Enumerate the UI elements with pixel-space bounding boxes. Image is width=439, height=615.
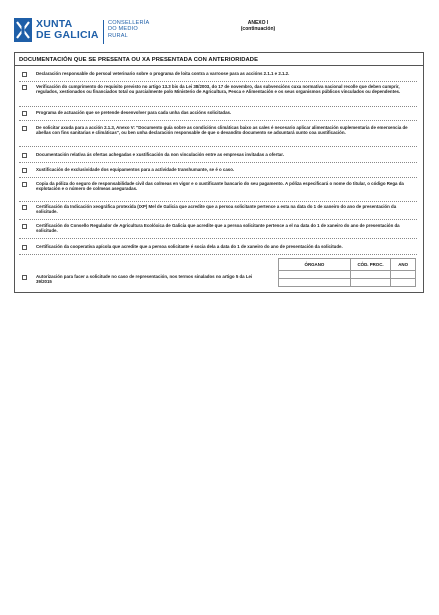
doc-item-text: Programa de actuación que se pretende desenvolver para cada unha das accións solicitadas. bbox=[36, 110, 232, 115]
col-organ: ÓRGANO bbox=[279, 259, 351, 271]
documentation-section bbox=[14, 52, 424, 293]
doc-checkbox-8[interactable] bbox=[22, 205, 27, 210]
row-divider bbox=[19, 201, 417, 202]
annex-title: ANEXO I bbox=[247, 20, 269, 26]
title-divider bbox=[15, 65, 423, 66]
doc-item-text: Declaración responsable do persoal veterinario sobre o programa de loita contra a varroose para as accións 2.1.1 e 2.1.2. bbox=[36, 71, 290, 76]
row-divider bbox=[19, 219, 417, 220]
doc-item-text: Certificación do Consello Regulador de Agricultura Ecolóxica de Galicia que acredite que a persoa solicitante pertence a el na data do 1 de xaneiro do ano de presentación da solicitude. bbox=[36, 223, 400, 234]
doc-checkbox-7[interactable] bbox=[22, 182, 27, 187]
row-divider bbox=[19, 81, 417, 82]
doc-item-text: Xustificación de exclusividade dos equipamentos para a actividade transhumante, se é o caso. bbox=[36, 167, 235, 172]
section-title: DOCUMENTACIÓN QUE SE PRESENTA OU XA PRESENTADA CON ANTERIORIDADE bbox=[19, 57, 259, 63]
dept-line-2: DO MEDIO bbox=[108, 26, 138, 33]
row-divider bbox=[19, 238, 417, 239]
doc-checkbox-3[interactable] bbox=[22, 111, 27, 116]
doc-checkbox-4[interactable] bbox=[22, 126, 27, 131]
doc-checkbox-1[interactable] bbox=[22, 72, 27, 77]
row-divider bbox=[19, 162, 417, 163]
doc-item-7 bbox=[19, 181, 417, 201]
doc-item-text: De solicitar axuda para a acción 2.1.3, Anexo V: "Documento guía sobre as condicións climáticas baixo as cales é necesario aplicar alimentación suplementaria de emerxencia de abellas con fins sanitarias e climáticas", ou ben unha declaración responsable de que o devandito documento se adxuntará xunto coa xustificación. bbox=[36, 125, 408, 136]
row-divider bbox=[19, 177, 417, 178]
year-cell[interactable] bbox=[391, 271, 416, 279]
xunta-logo bbox=[14, 18, 100, 46]
dept-line-3: RURAL bbox=[108, 32, 128, 39]
page-header bbox=[14, 18, 424, 48]
dept-line-1: CONSELLERÍA bbox=[108, 20, 150, 26]
doc-item-text: Autorización para facer a solicitude no caso de representación, nos termos sinalados no artigo 5 da Lei 39/2015 bbox=[36, 274, 253, 285]
year-cell[interactable] bbox=[391, 279, 416, 287]
doc-item-5 bbox=[19, 152, 417, 160]
logo-divider bbox=[103, 20, 104, 44]
doc-item-3 bbox=[19, 110, 417, 118]
doc-item-text: Certificación da cooperativa apícola que acredite que a persoa solicitante é socia dela a data do 1 de xaneiro do ano de presentación da solicitude. bbox=[36, 244, 343, 249]
doc-item-2 bbox=[19, 84, 417, 104]
annex-heading bbox=[228, 20, 288, 32]
row-divider bbox=[19, 106, 417, 107]
col-proc-code: CÓD. PROC. bbox=[350, 259, 390, 271]
logo-text bbox=[36, 19, 99, 41]
doc-item-text: Certificación da Indicación xeográfica protexida (IXP) Mel de Galicia que acredite que a persoa solicitante pertence a esta na data do 1 de xaneiro do ano de presentación da solicitude. bbox=[36, 204, 397, 215]
row-divider bbox=[19, 254, 417, 255]
logo-line-1: XUNTA bbox=[36, 18, 73, 30]
doc-item-10 bbox=[19, 244, 417, 252]
doc-checkbox-9[interactable] bbox=[22, 224, 27, 229]
doc-checkbox-11[interactable] bbox=[22, 275, 27, 280]
row-divider bbox=[19, 146, 417, 147]
doc-item-11 bbox=[19, 274, 269, 288]
col-year: ANO bbox=[391, 259, 416, 271]
organ-cell[interactable] bbox=[279, 271, 351, 279]
doc-item-1 bbox=[19, 71, 417, 79]
doc-item-4 bbox=[19, 125, 417, 145]
proc-code-cell[interactable] bbox=[350, 279, 390, 287]
doc-checkbox-2[interactable] bbox=[22, 85, 27, 90]
xunta-emblem-icon bbox=[14, 18, 32, 42]
doc-checkbox-6[interactable] bbox=[22, 168, 27, 173]
doc-item-text: Documentación relativa ás ofertas achegadas e xustificación da non vinculación entre as empresas invitadas a ofertar. bbox=[36, 152, 284, 157]
doc-item-6 bbox=[19, 167, 417, 175]
logo-line-2: DE GALICIA bbox=[36, 29, 99, 41]
doc-item-text: Copia da póliza do seguro de responsabilidade civil das colmeas en vigor e o xustificante bancario do seu pagamento. A póliza especificará o nome do titular, o código Rega da explotación e o número de colmeas aseguradas. bbox=[36, 181, 404, 192]
doc-item-9 bbox=[19, 223, 417, 237]
procedure-reference-table bbox=[278, 258, 416, 287]
annex-subtitle: (continuación) bbox=[240, 26, 276, 32]
doc-checkbox-10[interactable] bbox=[22, 245, 27, 250]
organ-cell[interactable] bbox=[279, 279, 351, 287]
row-divider bbox=[19, 120, 417, 121]
doc-checkbox-5[interactable] bbox=[22, 153, 27, 158]
department-name bbox=[108, 20, 149, 39]
doc-item-8 bbox=[19, 204, 417, 218]
doc-item-text: Verificación do cumprimento do requisito previsto no artigo 13.3 bis da Lei 38/2003, do 17 de novembro, das subvencións cuxa normativa nacional recolle que deben cumprir, regulados, xestionados ou financiados total ou parcialmente polo Ministerio de Agricultura, Pesca e Alimentación e os seus organismos públicos vinculados ou dependentes. bbox=[36, 84, 401, 95]
proc-code-cell[interactable] bbox=[350, 271, 390, 279]
